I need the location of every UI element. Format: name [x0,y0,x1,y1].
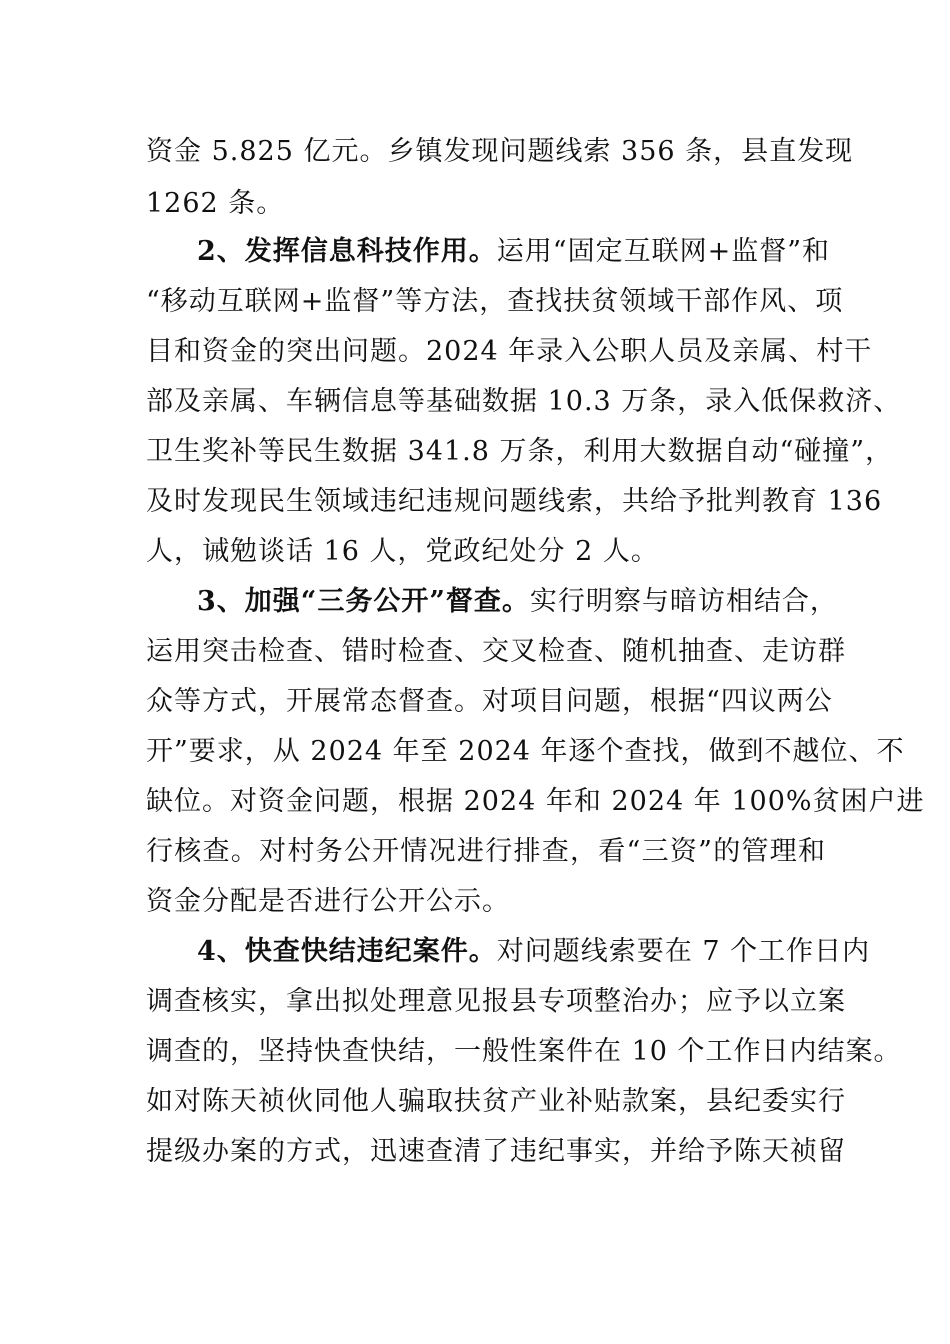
paragraph-4-line-4: 如对陈天祯伙同他人骗取扶贫产业补贴款案，县纪委实行 [146,1086,846,1117]
paragraph-1-line-1: 资金 5.825 亿元。乡镇发现问题线索 356 条，县直发现 [146,136,854,167]
paragraph-4-line-3: 调查的，坚持快查快结，一般性案件在 10 个工作日内结案。 [146,1036,902,1067]
paragraph-3-line-4: 开”要求，从 2024 年至 2024 年逐个查找，做到不越位、不 [146,736,905,767]
paragraph-4-first-line-text: 对问题线索要在 7 个工作日内 [496,936,871,967]
paragraph-3-line-5: 缺位。对资金问题，根据 2024 年和 2024 年 100%贫困户进 [146,786,925,817]
paragraph-4-heading: 4、快查快结违纪案件。 [197,936,497,967]
paragraph-2-line-6: 及时发现民生领域违纪违规问题线索，共给予批判教育 136 [146,486,883,517]
paragraph-2-first-line-text: 运用“固定互联网+监督”和 [496,236,831,267]
paragraph-2-line-7: 人，诫勉谈话 16 人，党政纪处分 2 人。 [146,536,659,567]
paragraph-4-line-5: 提级办案的方式，迅速查清了违纪事实，并给予陈天祯留 [146,1136,846,1167]
paragraph-3-line-6: 行核查。对村务公开情况进行排查，看“三资”的管理和 [146,836,826,867]
paragraph-2-line-2: “移动互联网+监督”等方法，查找扶贫领域干部作风、项 [146,286,844,317]
paragraph-3-line-7: 资金分配是否进行公开公示。 [146,886,510,917]
paragraph-2-heading: 2、发挥信息科技作用。 [197,236,497,267]
paragraph-3-heading: 3、加强“三务公开”督查。 [197,586,530,617]
paragraph-1-line-2: 1262 条。 [146,188,285,219]
paragraph-3-line-2: 运用突击检查、错时检查、交叉检查、随机抽查、走访群 [146,636,846,667]
paragraph-3-first-line-text: 实行明察与暗访相结合， [529,586,838,617]
paragraph-2-line-4: 部及亲属、车辆信息等基础数据 10.3 万条，录入低保救济、 [146,386,902,417]
paragraph-3-line-3: 众等方式，开展常态督查。对项目问题，根据“四议两公 [146,686,833,717]
paragraph-4-line-1 [197,926,871,978]
paragraph-2-line-3: 目和资金的突出问题。2024 年录入公职人员及亲属、村干 [146,336,873,367]
paragraph-3-line-1 [197,576,838,628]
paragraph-2-line-1 [197,226,831,278]
paragraph-2-line-5: 卫生奖补等民生数据 341.8 万条，利用大数据自动“碰撞”， [146,436,894,467]
paragraph-4-line-2: 调查核实，拿出拟处理意见报县专项整治办；应予以立案 [146,986,846,1017]
